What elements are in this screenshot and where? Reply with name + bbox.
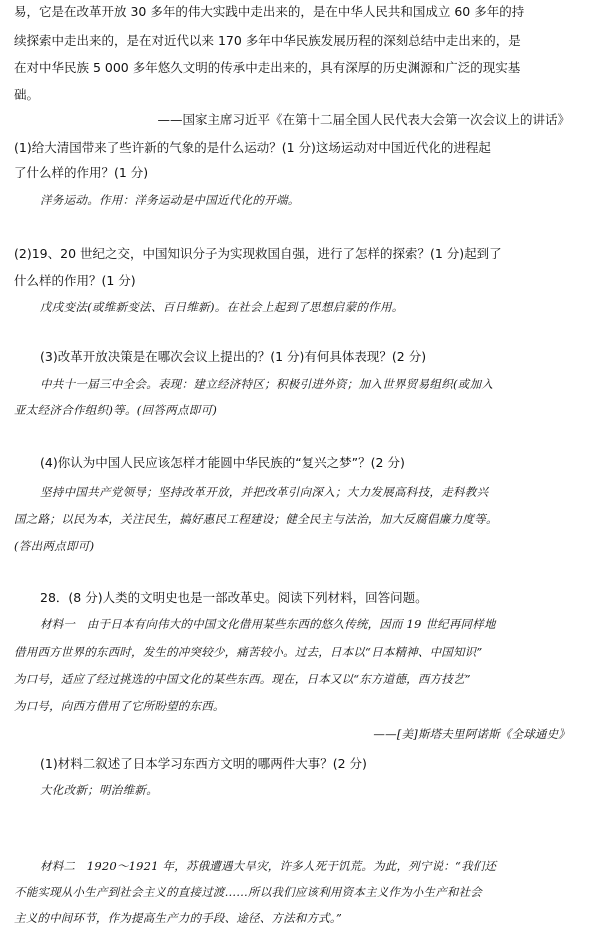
answer-1: 洋务运动。作用：洋务运动是中国近代化的开端。 bbox=[40, 193, 300, 207]
material-1-line: 为口号，向西方借用了它所盼望的东西。 bbox=[14, 699, 225, 713]
answer-3-cont: 亚太经济合作组织)等。(回答两点即可) bbox=[14, 403, 218, 417]
material-2-line: 不能实现从小生产到社会主义的直接过渡……所以我们应该利用资本主义作为小生产和社会 bbox=[14, 885, 482, 899]
question-2-cont: 什么样的作用？(1 分) bbox=[14, 273, 136, 288]
answer-2: 戊戌变法(或维新变法、百日维新)。在社会上起到了思想启蒙的作用。 bbox=[40, 300, 404, 314]
material-1-line: 借用西方世界的东西时，发生的冲突较少，痛苦较小。过去，日本以“日本精神、中国知识” bbox=[14, 645, 483, 659]
question-1: (1)给大清国带来了些许新的气象的是什么运动？(1 分)这场运动对中国近代化的进程起 bbox=[14, 140, 491, 155]
answer-3: 中共十一届三中全会。表现：建立经济特区；积极引进外资；加入世界贸易组织(或加入 bbox=[40, 377, 494, 391]
question-4: (4)你认为中国人民应该怎样才能圆中华民族的“复兴之梦”？(2 分) bbox=[40, 455, 405, 470]
material-2: 材料二 1920～1921 年，苏俄遭遇大旱灾，许多人死于饥荒。为此，列宁说：“我们还 bbox=[40, 859, 497, 873]
material-2-line: 主义的中间环节，作为提高生产力的手段、途径、方法和方式。” bbox=[14, 911, 342, 925]
answer-4: 坚持中国共产党领导；坚持改革开放，并把改革引向深入；大力发展高科技，走科教兴 bbox=[40, 485, 489, 499]
speech-source: ——国家主席习近平《在第十二届全国人民代表大会第一次会议上的讲话》 bbox=[157, 112, 570, 127]
answer-28-1: 大化改新；明治维新。 bbox=[40, 783, 158, 797]
speech-text-line: 易，它是在改革开放 30 多年的伟大实践中走出来的，是在中华人民共和国成立 60 多年的持 bbox=[14, 4, 525, 19]
material-1-source: ——[美]斯塔夫里阿诺斯《全球通史》 bbox=[373, 727, 570, 741]
answer-4-note: (答出两点即可) bbox=[14, 539, 95, 553]
question-2: (2)19、20 世纪之交，中国知识分子为实现救国自强，进行了怎样的探索？(1 分)起到了 bbox=[14, 246, 502, 261]
speech-text-line: 在对中华民族 5 000 多年悠久文明的传承中走出来的，具有深厚的历史渊源和广泛的现实基 bbox=[14, 60, 521, 75]
question-1-cont: 了什么样的作用？(1 分) bbox=[14, 165, 149, 180]
question-28-1: (1)材料二叙述了日本学习东西方文明的哪两件大事？(2 分) bbox=[40, 756, 367, 771]
question-28: 28．(8 分)人类的文明史也是一部改革史。阅读下列材料，回答问题。 bbox=[40, 590, 428, 605]
answer-4-cont: 国之路；以民为本，关注民生，搞好惠民工程建设；健全民主与法治，加大反腐倡廉力度等。 bbox=[14, 512, 498, 526]
material-1-line: 为口号，适应了经过挑选的中国文化的某些东西。现在，日本又以“东方道德，西方技艺” bbox=[14, 672, 471, 686]
material-1: 材料一 由于日本有向伟大的中国文化借用某些东西的悠久传统，因而 19 世纪再同样地 bbox=[40, 617, 496, 631]
speech-text-line: 续探索中走出来的，是在对近代以来 170 多年中华民族发展历程的深刻总结中走出来的，是 bbox=[14, 33, 521, 48]
question-3: (3)改革开放决策是在哪次会议上提出的？(1 分)有何具体表现？(2 分) bbox=[40, 349, 427, 364]
speech-text-line: 础。 bbox=[14, 87, 40, 102]
